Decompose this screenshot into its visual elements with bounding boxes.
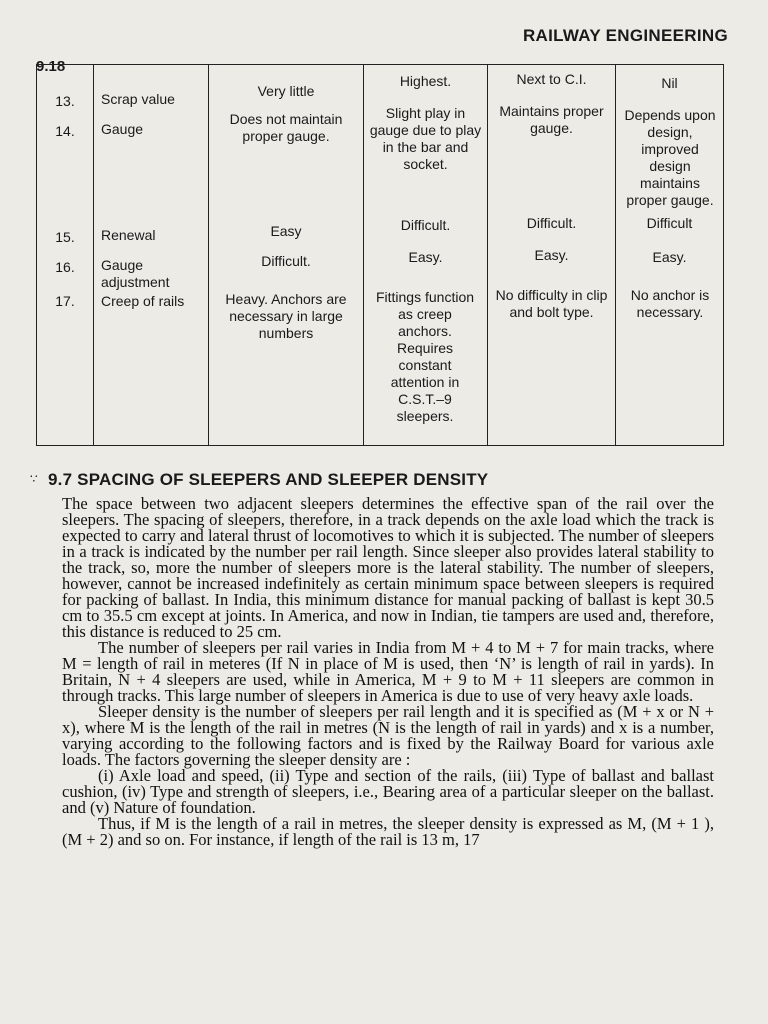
paragraph: The space between two adjacent sleepers determines the effective span of the rail over the sleepers. The spacing of sleepers, therefore, in a track depends on the axle load which the track is expected to carry and lateral thrust of locomotives to which it is subjected. The number of sleepers in a track is indicated by the number per rail length. Since sleeper also provides lateral stability to the track, so, more the number of sleepers more is the lateral stability. The number of sleepers, however, cannot be increased indefinitely as certain minimum space between sleepers is required for packing of ballast. In India, this minimum distance for manual packing of ballast is kept 30.5 cm to 35.5 cm except at joints. In America, and now in Indian, tie tampers are used and, therefore, this distance is reduced to 25 cm. xyxy=(62,494,714,641)
row-cell-c2: Highest. xyxy=(399,73,452,89)
row-cell-c3: Maintains proper gauge. xyxy=(499,103,604,136)
row-item: Gauge xyxy=(101,121,144,137)
paragraph: (i) Axle load and speed, (ii) Type and section of the rails, (iii) Type of ballast and ballast cushion, (iv) Type and strength of sleepers, i.e., Bearing area of a particular sleeper on the ballast. and (v) Nature of foundation. xyxy=(62,766,714,817)
running-head: RAILWAY ENGINEERING xyxy=(522,26,728,45)
paragraph: The number of sleepers per rail varies in India from M + 4 to M + 7 for main tracks, where M = length of rail in meteres (If N in place of M is used, then ‘N’ is length of rail in yards). In Britain, N + 4 sleepers are used, while in America, M + 9 to M + 11 sleepers are common in through tracks. This large number of sleepers in America is due to use of very heavy axle loads. xyxy=(62,638,714,705)
section-body xyxy=(62,496,714,848)
row-cell-c4: Difficult xyxy=(646,215,693,231)
row-number: 13. xyxy=(55,93,75,109)
margin-mark: ∵ xyxy=(30,472,38,486)
paragraph: Thus, if M is the length of a rail in metres, the sleeper density is expressed as M, (M + 1 ), (M + 2) and so on. For instance, if length of the rail is 13 m, 17 xyxy=(62,814,714,849)
row-number: 14. xyxy=(55,123,75,139)
row-item: Creep of rails xyxy=(101,293,185,309)
comparison-table xyxy=(36,64,724,446)
row-cell-c1: Difficult. xyxy=(261,253,311,269)
row-cell-c2: Slight play in gauge due to play in the bar and socket. xyxy=(369,105,482,172)
row-cell-c2: Fittings function as creep anchors. Requires constant attention in C.S.T.–9 sleepers. xyxy=(375,289,475,424)
row-cell-c4: Easy. xyxy=(652,249,687,265)
section-number: 9.7 xyxy=(48,470,73,489)
section-heading xyxy=(36,470,488,490)
row-cell-c3: No difficulty in clip and bolt type. xyxy=(495,287,608,320)
row-number: 17. xyxy=(55,293,75,309)
row-cell-c1: Does not maintain proper gauge. xyxy=(229,111,343,144)
row-item: Scrap value xyxy=(101,91,175,107)
row-cell-c3: Next to C.I. xyxy=(516,71,587,87)
page-number: 9.18 xyxy=(36,58,66,75)
row-number: 15. xyxy=(55,229,75,245)
row-number: 16. xyxy=(55,259,75,275)
row-cell-c1: Heavy. Anchors are necessary in large numbers xyxy=(225,291,347,341)
row-cell-c3: Difficult. xyxy=(526,215,577,231)
row-cell-c4: No anchor is necessary. xyxy=(630,287,710,320)
row-item: Renewal xyxy=(101,227,156,243)
row-cell-c2: Easy. xyxy=(408,249,443,265)
row-cell-c3: Easy. xyxy=(534,247,569,263)
row-cell-c1: Easy xyxy=(270,223,302,239)
row-item: Gauge adjustment xyxy=(101,257,170,290)
section-title: SPACING OF SLEEPERS AND SLEEPER DENSITY xyxy=(77,470,489,489)
row-cell-c1: Very little xyxy=(257,83,315,99)
paragraph: Sleeper density is the number of sleepers per rail length and it is specified as (M + x or N + x), where M is the length of the rail in metres (N is the length of rail in yards) and x is a number, varying according to the following factors and is fixed by the Railway Board for various axle loads. The factors governing the sleeper density are : xyxy=(62,702,714,769)
row-cell-c4: Nil xyxy=(661,75,678,91)
row-cell-c2: Difficult. xyxy=(400,217,451,233)
row-cell-c4: Depends upon design, improved design maintains proper gauge. xyxy=(624,107,716,208)
